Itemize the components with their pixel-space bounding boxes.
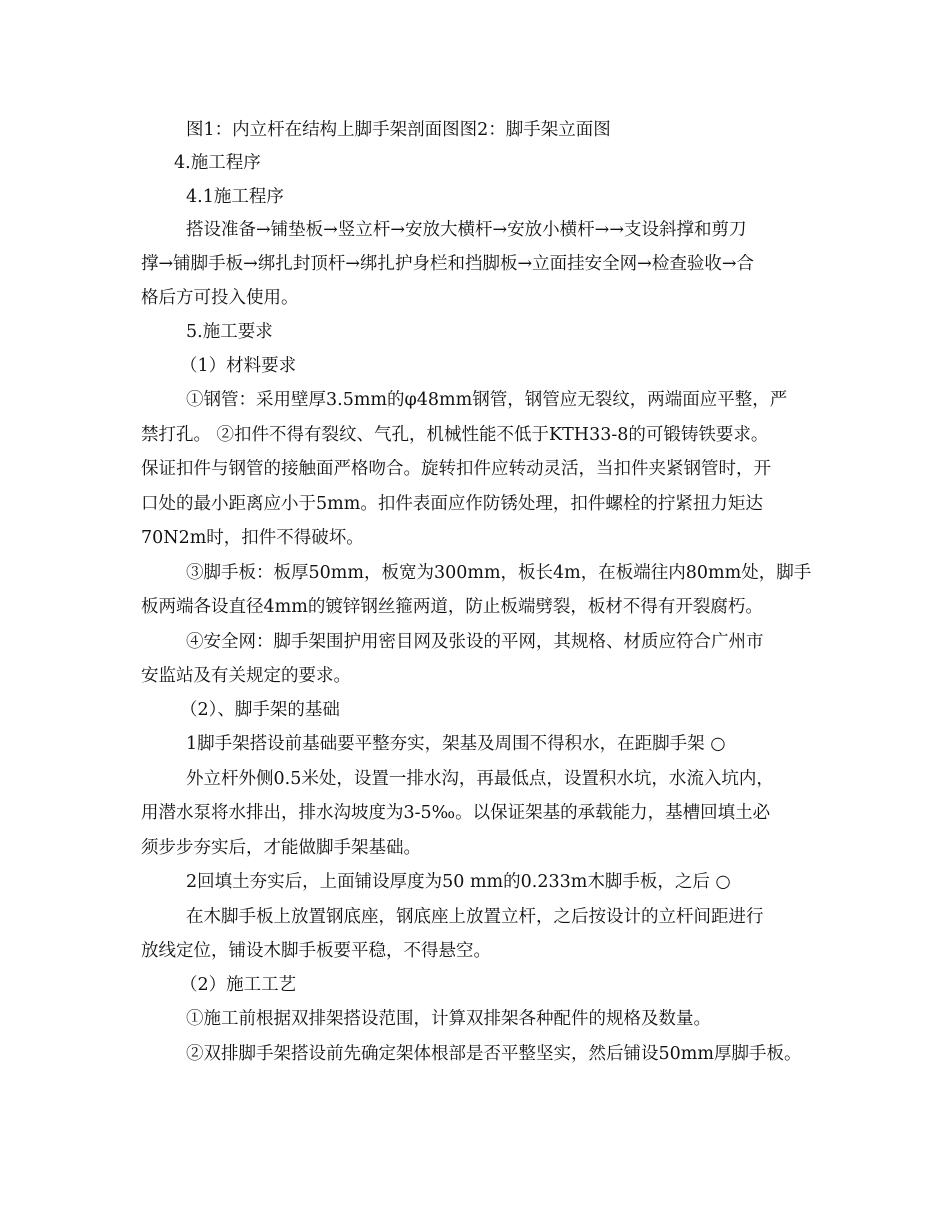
paragraph-line: 用潜水泵将水排出，排水沟坡度为3-5‰。以保证架基的承载能力，基槽回填土必	[141, 803, 771, 823]
paragraph-line: 放线定位，铺设木脚手板要平稳，不得悬空。	[141, 941, 491, 961]
paragraph-line: 安监站及有关规定的要求。	[141, 666, 351, 686]
paragraph-line: 70N2m时，扣件不得破坏。	[141, 528, 364, 548]
paragraph-line: 在木脚手板上放置钢底座，钢底座上放置立杆，之后按设计的立杆间距进行	[186, 907, 764, 927]
subsection-heading: （2）、脚手架的基础	[180, 700, 340, 720]
paragraph-line: ①施工前根据双排架搭设范围，计算双排架各种配件的规格及数量。	[186, 1009, 711, 1029]
paragraph-line: 须步步夯实后，才能做脚手架基础。	[141, 838, 421, 858]
section-heading-5: 5.施工要求	[186, 322, 273, 342]
paragraph-line: 禁打孔。 ②扣件不得有裂纹、气孔，机械性能不低于KTH33-8的可锻铸铁要求。	[141, 425, 769, 445]
subsection-heading: （1）材料要求	[180, 356, 297, 376]
subsection-heading: （2）施工工艺	[180, 975, 297, 995]
paragraph-line: ②双排脚手架搭设前先确定架体根部是否平整坚实，然后铺设50mm厚脚手板。	[186, 1044, 802, 1064]
section-heading-4: 4.施工程序	[174, 153, 261, 173]
paragraph-line: 口处的最小距离应小于5mm。扣件表面应作防锈处理，扣件螺栓的拧紧扭力矩达	[141, 494, 763, 514]
paragraph-line: ①钢管：采用壁厚3.5mm的φ48mm钢管，钢管应无裂纹，两端面应平整，严	[186, 390, 788, 410]
subsection-heading-4-1: 4.1施工程序	[186, 187, 284, 207]
paragraph-line: 1脚手架搭设前基础要平整夯实，架基及周围不得积水，在距脚手架 ○	[186, 734, 726, 754]
paragraph-line: 2回填土夯实后，上面铺设厚度为50 mm的0.233m木脚手板，之后 ○	[186, 872, 731, 892]
paragraph-line: 板两端各设直径4mm的镀锌钢丝箍两道，防止板端劈裂，板材不得有开裂腐朽。	[141, 597, 763, 617]
paragraph-line: 保证扣件与钢管的接触面严格吻合。旋转扣件应转动灵活，当扣件夹紧钢管时，开	[141, 459, 771, 479]
paragraph-line: ④安全网：脚手架围护用密目网及张设的平网，其规格、材质应符合广州市	[186, 632, 764, 652]
paragraph-line: 格后方可投入使用。	[141, 288, 299, 308]
paragraph-line: ③脚手板：板厚50mm，板宽为300mm，板长4m，在板端往内80mm处，脚手	[186, 563, 812, 583]
figure-caption: 图1：内立杆在结构上脚手架剖面图图2：脚手架立面图	[186, 120, 611, 140]
paragraph-line: 搭设准备→铺垫板→竖立杆→安放大横杆→安放小横杆→→支设斜撑和剪刀	[186, 220, 747, 240]
paragraph-line: 外立杆外侧0.5米处，设置一排水沟，再最低点，设置积水坑，水流入坑内，	[186, 769, 774, 789]
paragraph-line: 撑→铺脚手板→绑扎封顶杆→绑扎护身栏和挡脚板→立面挂安全网→检查验收→合	[141, 254, 754, 274]
